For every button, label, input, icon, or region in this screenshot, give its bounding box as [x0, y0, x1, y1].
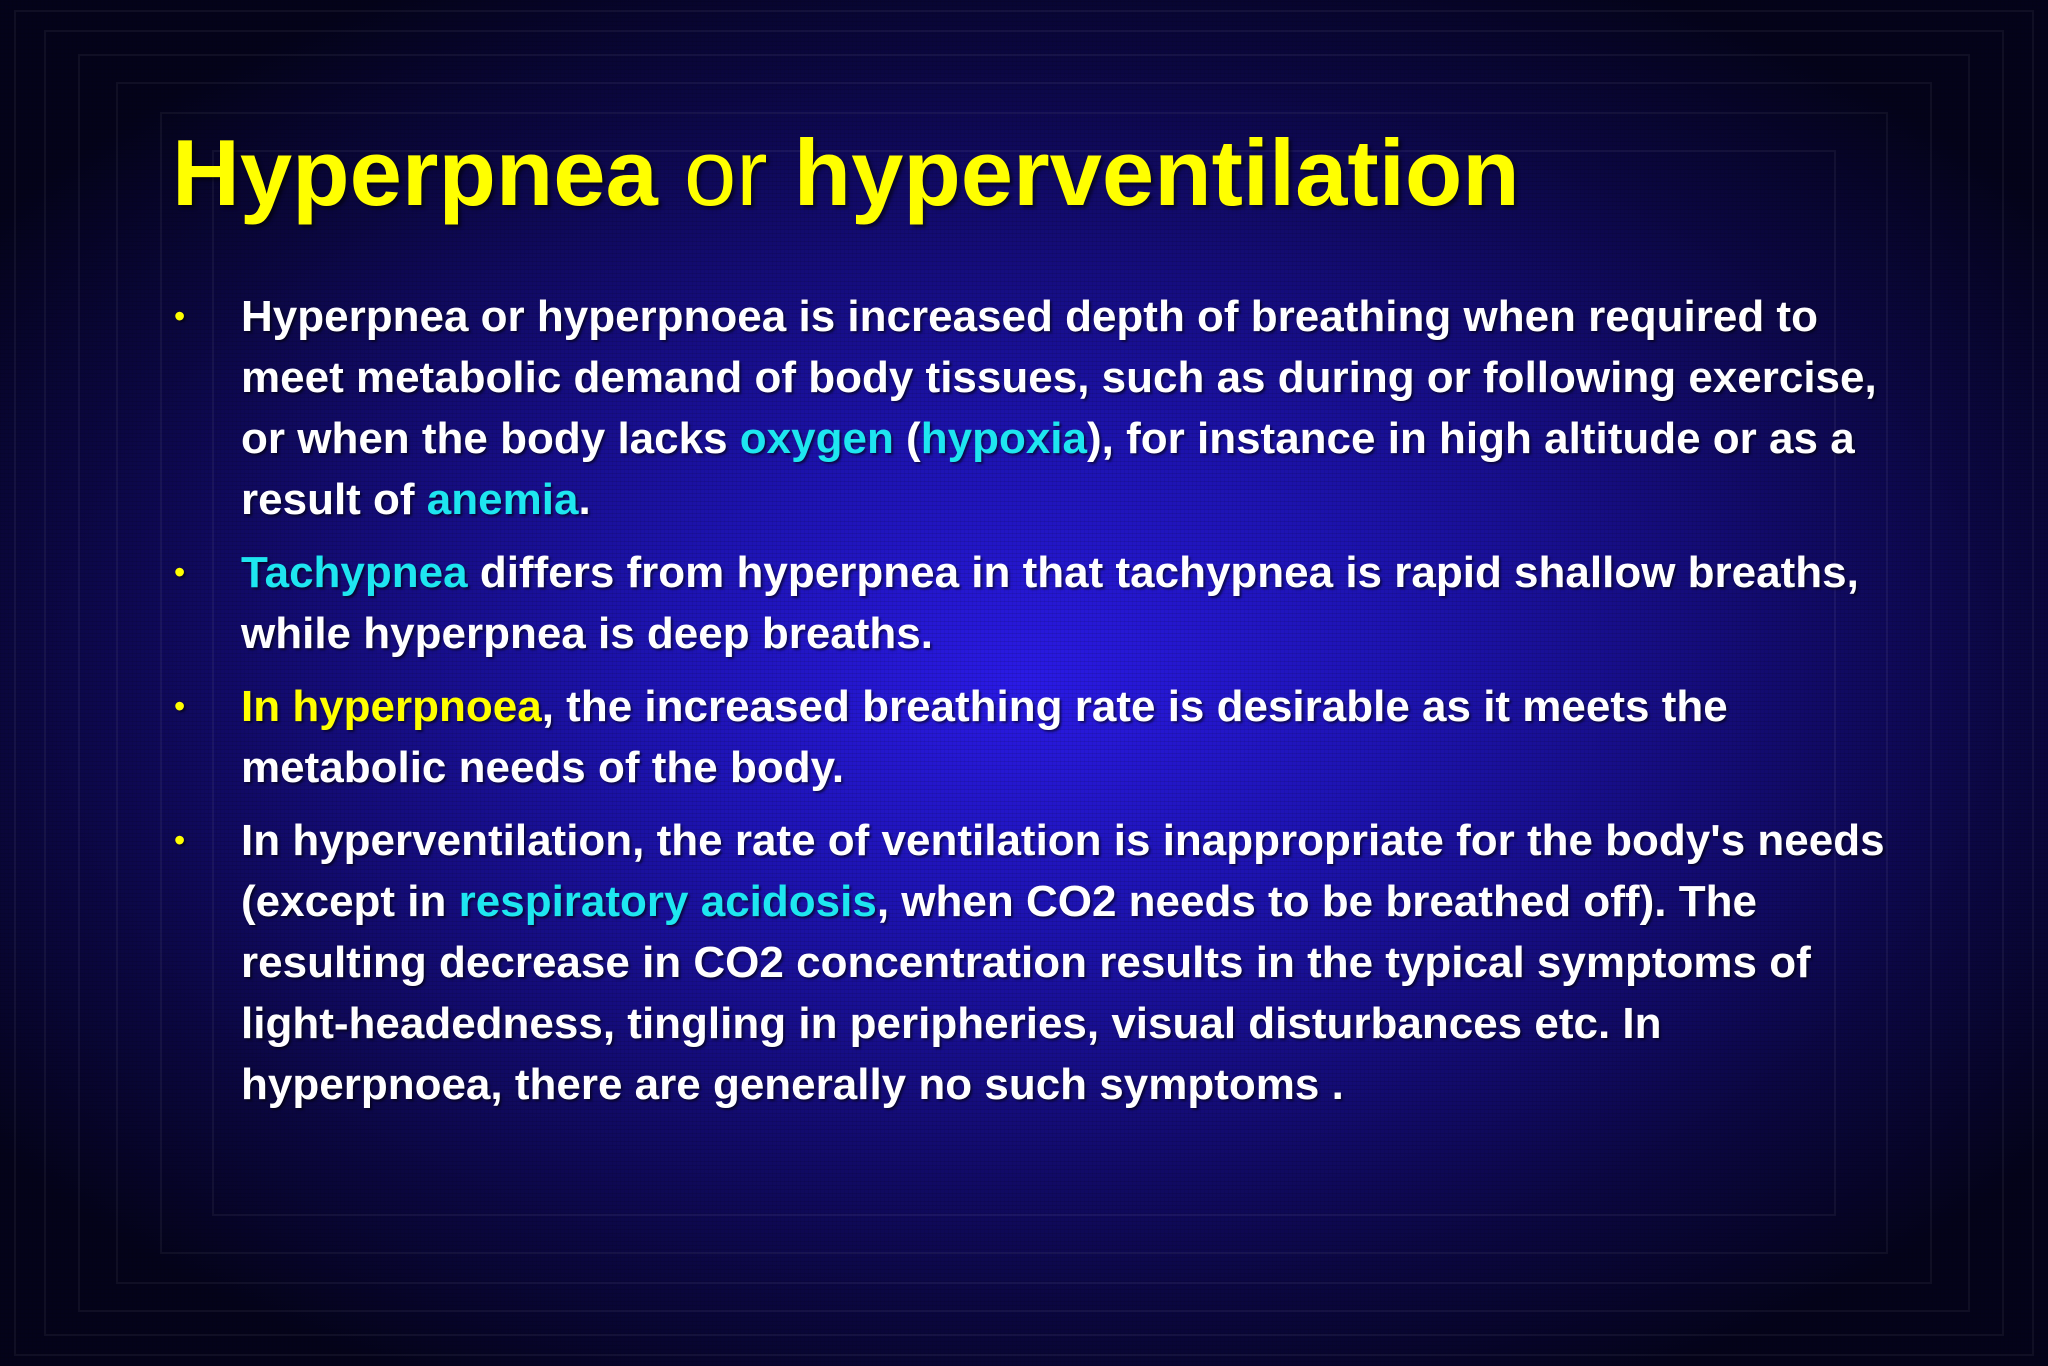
link-respiratory-acidosis[interactable]: respiratory acidosis: [458, 877, 877, 926]
title-term-hyperventilation: hyperventilation: [793, 120, 1520, 225]
link-tachypnea[interactable]: Tachypnea: [241, 548, 468, 597]
bullet-text: , the increased breathing rate is desirable as it meets the metabolic needs of the body.: [241, 682, 1728, 792]
bullet-item-hyperpnoea-rate: [172, 676, 1892, 798]
title-term-hyperpnea: Hyperpnea: [172, 120, 658, 225]
bullet-text: (: [893, 414, 921, 463]
bullet-item-hyperpnea-definition: [172, 286, 1892, 530]
bullet-text: , when CO2 needs to be breathed off). The resulting decrease in CO2 concentration results in the typical symptoms of light-headedness, tingling in peripheries, visual disturbances etc. In hyperpnoea, there are generally no such symptoms .: [241, 877, 1811, 1109]
bullet-text: ), for instance in high altitude or as a result of: [241, 414, 1855, 524]
bullet-list: [172, 286, 1892, 1127]
slide-title: [172, 118, 1520, 228]
link-hypoxia[interactable]: hypoxia: [920, 414, 1087, 463]
bullet-text: In hyperventilation, the rate of ventilation is inappropriate for the body's needs (except in: [241, 816, 1885, 926]
bullet-dot-icon: •: [174, 688, 186, 724]
bullet-item-tachypnea: [172, 542, 1892, 664]
bullet-text: Hyperpnea or hyperpnoea is increased depth of breathing when required to meet metabolic demand of body tissues, such as during or following exercise, or when the body lacks: [241, 292, 1877, 463]
bullet-text: .: [578, 475, 591, 524]
link-anemia[interactable]: anemia: [426, 475, 579, 524]
title-connector: or: [657, 120, 794, 225]
bullet-dot-icon: •: [174, 298, 186, 334]
bullet-dot-icon: •: [174, 822, 186, 858]
highlight-in-hyperpnoea: In hyperpnoea: [241, 682, 542, 731]
link-oxygen[interactable]: oxygen: [739, 414, 894, 463]
bullet-item-hyperventilation: [172, 810, 1892, 1115]
bullet-dot-icon: •: [174, 554, 186, 590]
bullet-text: differs from hyperpnea in that tachypnea is rapid shallow breaths, while hyperpnea is deep breaths.: [241, 548, 1859, 658]
